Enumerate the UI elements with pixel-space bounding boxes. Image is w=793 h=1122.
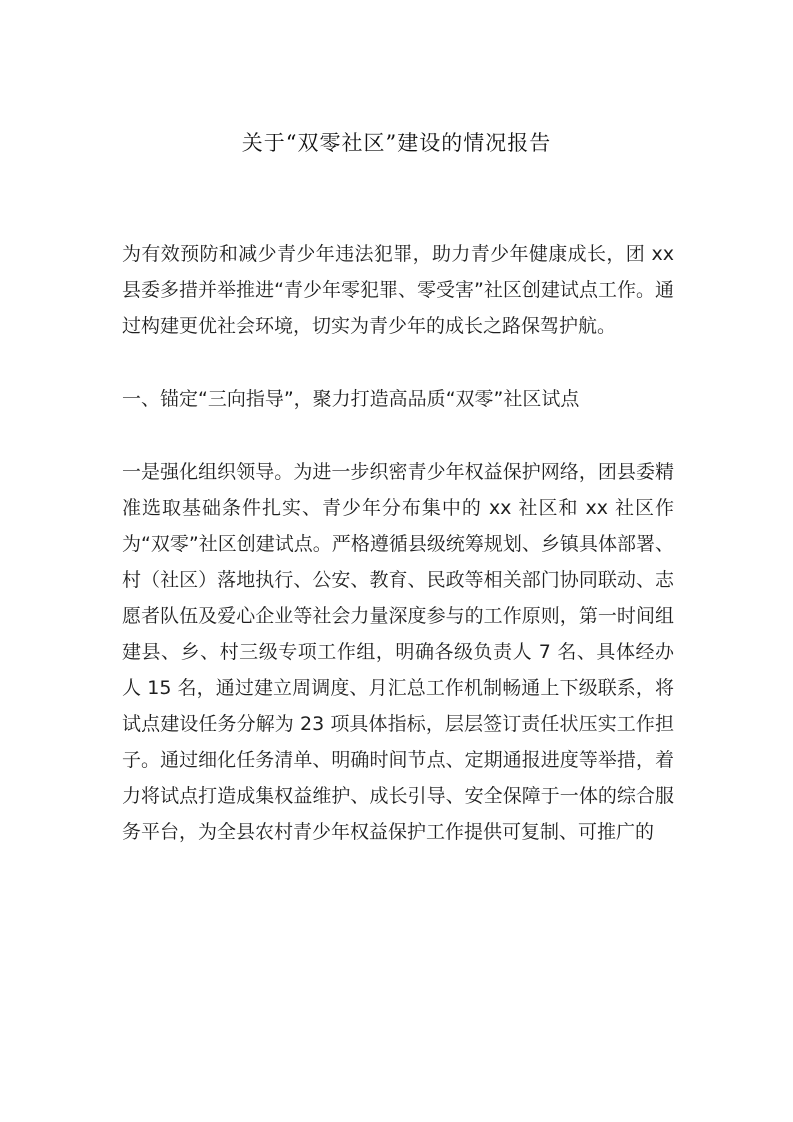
body-paragraph: 一是强化组织领导。为进一步织密青少年权益保护网络，团县委精准选取基础条件扎实、青少年分布集中的 xx 社区和 xx 社区作为“双零”社区创建试点。严格遵循县级统筹规划、乡镇具体部署、村（社区）落地执行、公安、教育、民政等相关部门协同联动、志愿者队伍及爱心企业等社会力量深度参与的工作原则，第一时间组建县、乡、村三级专项工作组，明确各级负责人 7 名、具体经办人 15 名，通过建立周调度、月汇总工作机制畅通上下级联系，将试点建设任务分解为 23 项具体指标，层层签订责任状压实工作担子。通过细化任务清单、明确时间节点、定期通报进度等举措，着力将试点打造成集权益维护、成长引导、安全保障于一体的综合服务平台，为全县农村青少年权益保护工作提供可复制、可推广的	[122, 461, 674, 843]
document-body	[122, 236, 674, 850]
intro-paragraph: 为有效预防和减少青少年违法犯罪，助力青少年健康成长，团 xx 县委多措并举推进“青少年零犯罪、零受害”社区创建试点工作。通过构建更优社会环境，切实为青少年的成长之路保驾护航。	[122, 243, 674, 337]
paragraph-gap	[122, 344, 674, 381]
paragraph-gap	[122, 417, 674, 454]
section-heading: 一、锚定“三向指导”，聚力打造高品质“双零”社区试点	[122, 388, 580, 410]
document-title: 关于“双零社区”建设的情况报告	[241, 131, 552, 155]
